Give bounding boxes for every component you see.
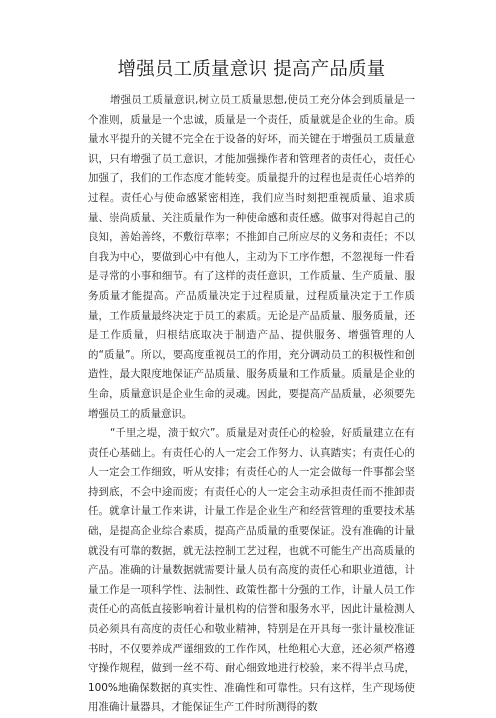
document-title: 增强员工质量意识 提高产品质量 bbox=[117, 59, 386, 80]
paragraph-1: 增强员工质量意识,树立员工质量思想,使员工充分体会到质量是一个准则，质量是一个忠诚，质量是一个责任，质量就是企业的生命。质量水平提升的关键不完全在于设备的好坏，而关键在于增强员工质量意识，只有增强了员工意识，才能加强操作者和管理者的责任心，责任心加强了，我们的工作态度才能转变。质量提升的过程也是责任心培养的过程。责任心与使命感紧密相连，我们应当时刻把重视质量、追求质量、崇尚质量、关注质量作为一种使命感和责任感。做事对得起自己的良知，善始善终，不敷衍草率；不推卸自己所应尽的义务和责任；不以自我为中心，要做到心中有他人，主动为下工序作想，不忽视每一件看是寻常的小事和细节。有了这样的责任意识，工作质量、生产质量、服务质量才能提高。产品质量决定于过程质量，过程质量决定于工作质量，工作质量最终决定于员工的素质。无论是产品质量、服务质量，还是工作质量，归根结底取决于制造产品、提供服务、增强管理的人的“质量”。所以，要高度重视员工的作用，充分调动员工的积极性和创造性，最大限度地保证产品质量、服务质量和工作质量。质量是企业的生命，质量意识是企业生命的灵魂。因此，要提高产品质量，必须要先增强员工的质量意识。 bbox=[88, 94, 415, 420]
document-body bbox=[88, 91, 415, 718]
paragraph-2: “千里之堤，溃于蚁穴”。质量是对责任心的检验，好质量建立在有责任心基础上。有责任心的人一定会工作努力、认真踏实；有责任心的人一定会工作细致，听从安排；有责任心的人一定会做每一件事都会坚持到底，不会中途而废；有责任心的人一定会主动承担责任而不推卸责任。就拿计量工作来讲，计量工作是企业生产和经营管理的重要技术基础，是提高企业综合素质，提高产品质量的重要保证。没有准确的计量就没有可靠的数据，就无法控制工艺过程，也就不可能生产出高质量的产品。准确的计量数据就需要计量人员有高度的责任心和职业道德，计量工作是一项科学性、法制性、政策性都十分强的工作，计量人员工作责任心的高低直接影响着计量机构的信誉和服务水平，因此计量检测人员必须具有高度的责任心和敬业精神，特别是在开具每一张计量校准证书时，不仅要养成严谨细致的工作作风，杜绝粗心大意，还必须严格遵守操作规程，做到一丝不苟、耐心细致地进行校验，来不得半点马虎，100%地确保数据的真实性、准确性和可靠性。只有这样，生产现场使用准确计量器具，才能保证生产工件时所测得的数 bbox=[88, 427, 415, 714]
